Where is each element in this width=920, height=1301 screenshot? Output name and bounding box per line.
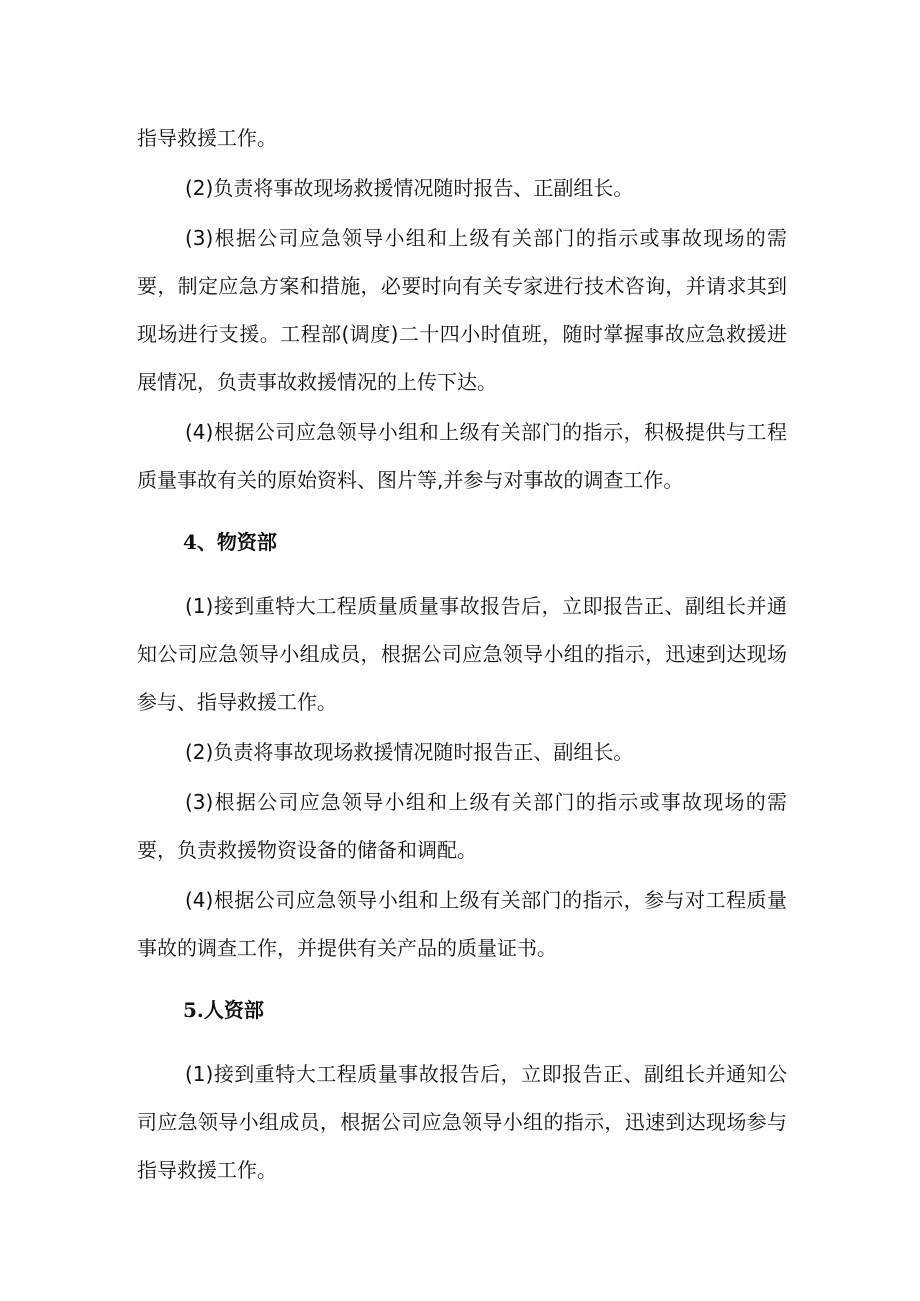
paragraph-item-2: (2)负责将事故现场救援情况随时报告、正副组长。: [185, 176, 634, 200]
section-number: 4、: [183, 530, 217, 554]
paragraph-item-3: (3)根据公司应急领导小组和上级有关部门的指示或事故现场的需要，制定应急方案和措施，必要时向有关专家进行技术咨询，并请求其到现场进行支援。工程部(调度)二十四小时值班，随时掌握事故应急救援进展情况，负责事故救援情况的上传下达。: [137, 226, 787, 394]
paragraph-item-4: (4)根据公司应急领导小组和上级有关部门的指示，参与对工程质量事故的调查工作，并提供有关产品的质量证书。: [137, 888, 787, 960]
paragraph-item-2: (2)负责将事故现场救援情况随时报告正、副组长。: [185, 740, 634, 764]
paragraph-item-1: (1)接到重特大工程质量事故报告后，立即报告正、副组长并通知公司应急领导小组成员，根据公司应急领导小组的指示，迅速到达现场参与指导救援工作。: [137, 1062, 787, 1182]
paragraph-item-1: (1)接到重特大工程质量质量事故报告后，立即报告正、副组长并通知公司应急领导小组成员，根据公司应急领导小组的指示，迅速到达现场参与、指导救援工作。: [137, 594, 787, 714]
section-number: 5.: [183, 998, 204, 1022]
section-title: 人资部: [203, 998, 264, 1022]
section-heading-materials: [137, 518, 787, 566]
document-body: [137, 114, 787, 1196]
paragraph-continuation: 指导救援工作。: [137, 126, 277, 150]
paragraph-item-4: (4)根据公司应急领导小组和上级有关部门的指示，积极提供与工程质量事故有关的原始资料、图片等,并参与对事故的调查工作。: [137, 420, 787, 492]
paragraph-item-3: (3)根据公司应急领导小组和上级有关部门的指示或事故现场的需要，负责救援物资设备的储备和调配。: [137, 790, 787, 862]
section-title: 物资部: [216, 530, 277, 554]
section-heading-hr: [137, 986, 787, 1034]
